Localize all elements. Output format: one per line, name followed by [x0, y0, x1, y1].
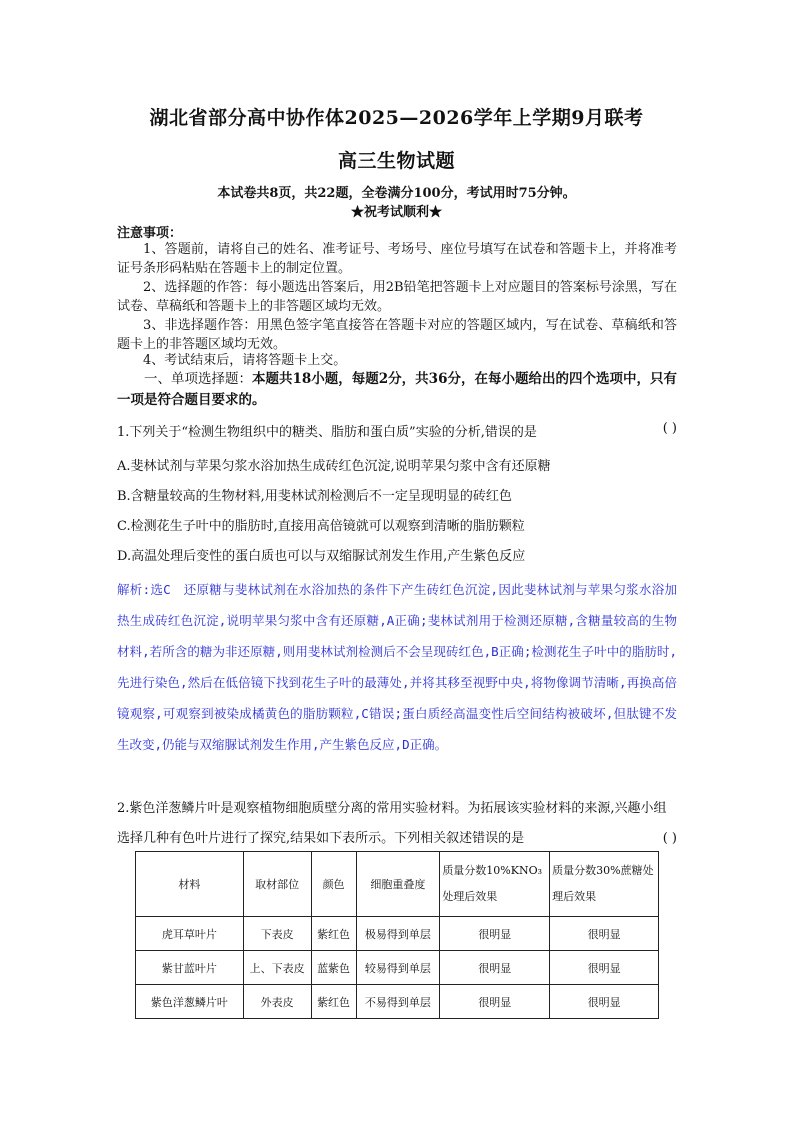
exam-subtitle: 高三生物试题 [337, 150, 455, 172]
table-header: 颜色 [311, 852, 356, 917]
option-d: D.高温处理后变性的蛋白质也可以与双缩脲试剂发生作用,产生紫色反应 [117, 549, 526, 564]
table-cell: 很明显 [440, 917, 550, 951]
table-cell: 很明显 [550, 917, 659, 951]
question-2-stem [117, 794, 677, 854]
table-cell: 紫红色 [311, 985, 356, 1019]
table-cell: 下表皮 [243, 917, 311, 951]
table-header: 取材部位 [243, 852, 311, 917]
answer-paren: ( ) [662, 421, 677, 436]
question-2-text: 2.紫色洋葱鳞片叶是观察植物细胞质壁分离的常用实验材料。为拓展该实验材料的来源,兴趣小组选择几种有色叶片进行了探究,结果如下表所示。下列相关叙述错误的是 [117, 801, 667, 846]
table-cell: 虎耳草叶片 [136, 917, 244, 951]
table-header-row [136, 852, 659, 917]
table-row [136, 951, 659, 985]
blessing: ★祝考试顺利★ [350, 205, 442, 220]
section-prefix: 一、单项选择题： [144, 371, 252, 387]
question-1-text: 1.下列关于“检测生物组织中的糖类、脂肪和蛋白质”实验的分析,错误的是 [117, 425, 537, 440]
question-1-stem [117, 421, 677, 440]
table-header: 质量分数10%KNO₃处理后效果 [440, 852, 550, 917]
table-cell: 紫色洋葱鳞片叶 [136, 985, 244, 1019]
section-text: 本题共18小题，每题2分，共36分，在每小题给出的四个选项中，只有一项是符合题目要求的。 [117, 371, 677, 408]
table-cell: 很明显 [440, 951, 550, 985]
exam-title: 湖北省部分高中协作体2025—2026学年上学期9月联考 [149, 107, 644, 129]
table-row [136, 985, 659, 1019]
option-c: C.检测花生子叶中的脂肪时,直接用高倍镜就可以观察到清晰的脂肪颗粒 [117, 519, 525, 534]
note-item: 4、考试结束后，请将答题卡上交。 [143, 353, 347, 368]
table-cell: 上、下表皮 [243, 951, 311, 985]
table-cell: 很明显 [550, 985, 659, 1019]
section-heading [117, 369, 677, 411]
note-item: 3、非选择题作答：用黑色签字笔直接答在答题卡对应的答题区域内，写在试卷、草稿纸和答题卡上的非答题区域均无效。 [117, 318, 677, 352]
results-table [135, 851, 659, 1019]
table-cell: 极易得到单层 [356, 917, 440, 951]
option-a: A.斐林试剂与苹果匀浆水浴加热生成砖红色沉淀,说明苹果匀浆中含有还原糖 [117, 459, 551, 474]
table-cell: 很明显 [550, 951, 659, 985]
table-header: 材料 [136, 852, 244, 917]
answer-analysis: 解析:选C 还原糖与斐林试剂在水浴加热的条件下产生砖红色沉淀,因此斐林试剂与苹果匀浆水浴加热生成砖红色沉淀,说明苹果匀浆中含有还原糖,A正确;斐林试剂用于检测还原糖,含糖量较高的生物材料,若所含的糖为非还原糖,则用斐林试剂检测后不会呈现砖红色,B正确;检测花生子叶中的脂肪时,先进行染色,然后在低倍镜下找到花生子叶的最薄处,并将其移至视野中央,将物像调节清晰,再换高倍镜观察,可观察到被染成橘黄色的脂肪颗粒,C错误;蛋白质经高温变性后空间结构被破坏,但肽键不发生改变,仍能与双缩脲试剂发生作用,产生紫色反应,D正确。 [117, 582, 677, 752]
option-b: B.含糖量较高的生物材料,用斐林试剂检测后不一定呈现明显的砖红色 [117, 489, 512, 504]
note-item: 1、答题前，请将自己的姓名、准考证号、考场号、座位号填写在试卷和答题卡上，并将准考证号条形码粘贴在答题卡上的制定位置。 [117, 242, 677, 276]
table-cell: 很明显 [440, 985, 550, 1019]
table-cell: 较易得到单层 [356, 951, 440, 985]
table-header: 细胞重叠度 [356, 852, 440, 917]
table-cell: 紫红色 [311, 917, 356, 951]
answer-paren: ( ) [662, 831, 677, 846]
table-cell: 紫甘蓝叶片 [136, 951, 244, 985]
table-row [136, 917, 659, 951]
table-header: 质量分数30%蔗糖处理后效果 [550, 852, 659, 917]
table-cell: 不易得到单层 [356, 985, 440, 1019]
table-cell: 蓝紫色 [311, 951, 356, 985]
note-item: 2、选择题的作答：每小题选出答案后，用2B铅笔把答题卡上对应题目的答案标号涂黑，写在试卷、草稿纸和答题卡上的非答题区域均无效。 [117, 280, 677, 314]
table-cell: 外表皮 [243, 985, 311, 1019]
exam-info: 本试卷共8页，共22题，全卷满分100分，考试用时75分钟。 [217, 186, 576, 201]
notes-heading: 注意事项： [117, 226, 183, 241]
